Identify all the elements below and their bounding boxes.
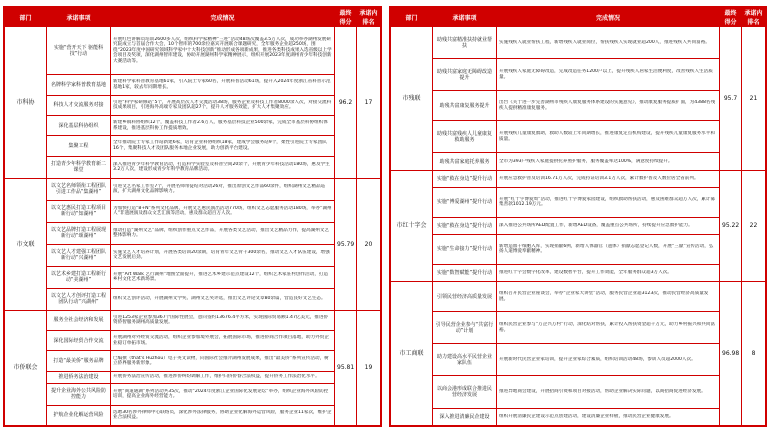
rank-cell: 19	[357, 310, 381, 425]
table-row	[5, 244, 381, 266]
completion-status-text: 开展残疾人家庭无障碍改造，完成改造任务1200户以上，提升残疾人居家生活便利度，改善残疾人生活质量。	[499, 69, 713, 80]
completion-status-cell	[497, 217, 720, 234]
rank-cell: 22	[742, 170, 766, 282]
table-row	[391, 344, 766, 376]
completion-status-text: 实施文艺人才培养计划，开展各类培训20余期，培育青年文艺骨干300余名，推动文艺人才队伍建设，增强文艺发展后劲。	[113, 249, 330, 261]
completion-status-cell	[111, 178, 335, 200]
left-table	[4, 7, 381, 426]
completion-status-cell	[497, 264, 720, 281]
table-row	[391, 311, 766, 343]
commitment-item-cell: 集聚工程	[47, 136, 111, 156]
commitment-item-cell: 深化基层科协组织	[47, 115, 111, 135]
rank-cell: 21	[742, 27, 766, 171]
commitment-item-cell: 护航企业化解运营风险	[47, 405, 111, 425]
completion-status-text: 推进红十字会数字化改革，建设数智平台，提升工作效能，全年服务群众超3万人次。	[499, 270, 672, 276]
header-score: 最终得分	[720, 8, 742, 27]
commitment-item-cell: 以文艺人才建强工程团队新行动“兴湖州”	[47, 244, 111, 266]
department-cell: 市文联	[5, 178, 47, 310]
commitment-item-cell: 实施“生命接力”提升行动	[433, 235, 497, 265]
completion-status-cell	[111, 266, 335, 288]
table-row	[5, 222, 381, 244]
completion-status-text: 组织民营企业参与“万企兴万村”行动，深化结对帮扶，累计投入帮扶资金超千万元，助力乡村振兴和共同富裕。	[499, 322, 716, 333]
completion-status-cell	[497, 311, 720, 343]
commitment-item-cell: 提升企业海外公共风险防控能力	[47, 383, 111, 405]
completion-status-text: 出台《关于进一步完善湖州市残疾人康复服务体系建设的实施意见》，推动康复服务提质扩面，为4388名残疾人提供精准康复服务。	[499, 100, 716, 111]
completion-status-text: 选聘30名涉外律师中心联络员，深化涉外法律服务，协助企业化解海外运营风险，服务企业11家次，维护企业合法权益。	[113, 409, 332, 421]
table-row	[5, 156, 381, 178]
completion-status-cell	[497, 91, 720, 121]
completion-status-cell	[111, 405, 335, 425]
right-table-body	[391, 27, 766, 426]
completion-status-text: 已编撰（that's Huzhou）电子英文读物，向国际社会推介湖州发展成果，推出“最美侨”系列宣传活动，树立侨界服务新形象。	[113, 355, 329, 367]
commitment-item-cell: 以文艺名师领衔工程团队引进工作品“集湖州”	[47, 178, 111, 200]
header-rank: 承诺内排名	[357, 8, 381, 27]
commitment-item-cell: 推进侨务法治建设	[47, 371, 111, 383]
table-row	[391, 264, 766, 281]
completion-status-cell	[111, 136, 335, 156]
table-row	[391, 408, 766, 425]
completion-status-text: 开展残疾儿童康复救助，救助人数较上年同期增长，推进康复定点机构建设，提升残疾儿童康复服务水平和质量。	[499, 131, 715, 142]
completion-status-cell	[111, 200, 335, 222]
commitment-item-cell: 引领民营经济高质量发展	[433, 282, 497, 312]
completion-status-text: 深入推进公共场所AED配置工作，新增AED设备，覆盖重点公共场所，持续提升应急救护能力。	[499, 223, 693, 229]
completion-status-cell	[497, 188, 720, 218]
table-row	[5, 331, 381, 351]
rank-cell: 8	[742, 282, 766, 426]
table-row	[5, 266, 381, 288]
completion-status-cell	[111, 156, 335, 178]
completion-status-cell	[497, 376, 720, 408]
commitment-item-cell: 助残共富残疾人儿童康复救助服务	[433, 121, 497, 153]
completion-status-cell	[497, 170, 720, 187]
final-score-cell: 96.2	[335, 27, 357, 179]
completion-status-cell	[111, 115, 335, 135]
commitment-item-cell: 以商会港形成联合推进民营经济发展	[433, 376, 497, 408]
department-cell: 市红十字会	[391, 170, 433, 282]
completion-status-text: 开展应急救护普及培训16.71万人次，完成持证培训3.1万人次，累计救护普及人数位居全省前列。	[499, 176, 699, 182]
completion-status-text: 开展“Art Walk 艺行湖州”地图全面提升，推进艺术乡建示范点建设12个，组织艺术家驻村创作活动，打造乡村文化艺术新场景。	[113, 271, 329, 283]
completion-status-text: 推进异地商会建设，开展招商引资和项目对接活动，帮助企业解决实际问题，以商招商促进经济发展。	[499, 389, 706, 395]
department-cell: 市工商联	[391, 282, 433, 426]
commitment-item-cell: 助残共富康复服务提升	[433, 91, 497, 121]
final-score-cell: 96.98	[720, 282, 742, 426]
completion-status-text: 新增造血干细胞入库，实现捐献6例，新增人体器官（遗体）捐献志愿登记人数，开展“三献”宣传活动，弘扬人道博爱奉献精神。	[499, 243, 714, 255]
table-row	[5, 27, 381, 75]
completion-status-text: 新建乡镇科协组织12个，覆盖科技工作者2.6万人，服务基层科技企业500余家，完成全市基层科协组织体系建设，推进基层科协工作提质增效。	[113, 120, 328, 131]
table-row	[391, 121, 766, 153]
table-row	[5, 288, 381, 310]
table-row	[391, 59, 766, 91]
rank-cell: 17	[357, 27, 381, 179]
final-score-cell: 95.22	[720, 170, 742, 282]
completion-status-cell	[497, 344, 720, 376]
table-row	[5, 136, 381, 156]
header-desc: 完成情况	[497, 8, 720, 27]
commitment-item-cell: 以艺术乡建打造工程新行动“美湖州”	[47, 266, 111, 288]
header-dept: 部门	[5, 8, 47, 27]
table-row	[5, 75, 381, 95]
right-table	[390, 7, 766, 426]
left-table-body	[5, 27, 381, 426]
header-rank: 承诺内排名	[742, 8, 766, 27]
commitment-item-cell: 深入推进清廉民企建设	[433, 408, 497, 425]
completion-status-text: 开展“商道通湖”系列活动共35次，推动“2024年度浙江企业国际化发展论坛”举办，组织企业海外风险防控培训，提高企业海外经营能力。	[113, 388, 329, 400]
final-score-cell: 95.79	[335, 178, 357, 310]
completion-status-cell	[497, 282, 720, 312]
completion-status-text: 组织文艺创评活动，开展湖州文学奖、湖州文艺奖评选，推出文艺评论文章80余篇，营造良好文艺生态。	[113, 296, 326, 302]
completion-status-cell	[497, 121, 720, 153]
department-cell: 市侨联会	[5, 310, 47, 425]
completion-status-text: 引进文艺名家工作室7个，开展名师带徒结对活动26对，推出原创文艺作品60余件，组织湖州文艺精品巡演，扩大湖州文化品牌影响力。	[113, 183, 326, 195]
commitment-item-cell: 实施“救在身边”提升行动	[433, 217, 497, 234]
header-item: 承诺事项	[47, 8, 111, 27]
completion-status-cell	[497, 59, 720, 91]
completion-status-text: 引进“科学家研修站”5个，开展高层次人才交流活动38场，服务企业及科技工作者8000余人次，对接交流科技成果项目，引进海外高端专家及团队超27个，提升人才服务效能，扩大人才集聚效应。	[113, 99, 332, 111]
completion-status-cell	[111, 351, 335, 371]
header-score: 最终得分	[335, 8, 357, 27]
table-row	[5, 371, 381, 383]
commitment-item-cell: 实施“数智赋能”提升行动	[433, 264, 497, 281]
commitment-item-cell: 实施“博爱湖州”提升行动	[433, 188, 497, 218]
header-dept: 部门	[391, 8, 433, 27]
final-score-cell: 95.7	[720, 27, 742, 171]
header-desc: 完成情况	[111, 8, 335, 27]
commitment-item-cell: 助残共富精准扶持就业帮扶	[433, 27, 497, 59]
rank-cell: 20	[357, 178, 381, 310]
completion-status-cell	[497, 235, 720, 265]
department-cell: 市残联	[391, 27, 433, 171]
table-row	[5, 115, 381, 135]
completion-status-cell	[111, 75, 335, 95]
commitment-item-cell: 引导民营企业参与“共富行动”计划	[433, 311, 497, 343]
commitment-item-cell: 助残共富家庭无障碍改造提升	[433, 59, 497, 91]
table-row	[5, 310, 381, 330]
table-row	[391, 27, 766, 59]
completion-status-text: 全市为393户残疾人家庭提供托养照护服务，服务覆盖率达100%，满意度持续提升。	[499, 158, 673, 164]
completion-status-cell	[111, 288, 335, 310]
completion-status-cell	[497, 408, 720, 425]
commitment-item-cell: 以文艺品牌打造工程展现新行动“颂湖州”	[47, 222, 111, 244]
final-score-cell: 95.81	[335, 310, 357, 425]
header-item: 承诺事项	[433, 8, 497, 27]
completion-status-text: 开展侨务法治宣传活动，推进涉侨纠纷调解工作，维护归侨侨眷合法权益，提升侨务工作法治化水平。	[113, 374, 320, 380]
completion-status-text: 实施残疾人就业帮扶工程，新增残疾人就业岗位，帮扶残疾人实现就业超200人，推进残疾人共同富裕。	[499, 39, 710, 45]
completion-status-cell	[497, 153, 720, 170]
commitment-item-cell: 实施“营开天下 驱能科技”行动	[47, 27, 111, 75]
table-row	[5, 405, 381, 425]
table-row	[5, 178, 381, 200]
commitment-item-cell: 助残共富家庭托养服务	[433, 153, 497, 170]
table-row	[391, 217, 766, 234]
table-row	[391, 170, 766, 187]
completion-status-text: 引进1253家企业参加367个国际性展会，意向签约13676.4平方米，实现国际贸易额1.47亿美元，推进侨资侨智服务湖州高质量发展。	[113, 314, 329, 326]
completion-status-cell	[111, 331, 335, 351]
table-row	[5, 200, 381, 222]
completion-status-text: 开展新时代民营企业家培训，提升企业家综合素质，组织培训活动48场，参训人员超2000人次。	[499, 356, 696, 362]
commitment-item-cell: 深化国际经贸合作交流	[47, 331, 111, 351]
completion-status-text: 为加快打造“8+N”系列文化品牌，开展文艺惠民演出活动770场，组织文艺志愿服务活动180场，举办“湖州人”非遗展演及群众文艺汇演等活动，惠及群众超百万人次。	[113, 205, 332, 217]
completion-status-text: 组织开展清廉民企建设示范点创建活动，建设清廉企业样板，推动民营企业健康发展。	[499, 414, 674, 420]
commitment-item-cell: 名牌科学家科普教育基地	[47, 75, 111, 95]
completion-status-text: 推动打造“湖州文艺”品牌，组织创作重点文艺作品，开展各类文艺活动，推出文艺精品力作，提高湖州文艺整体影响力。	[113, 227, 330, 239]
commitment-item-cell: 科技人才交流服务对接	[47, 95, 111, 115]
commitment-item-cell: 打造青少年科学教育新二课堂	[47, 156, 111, 178]
completion-status-text: 开展湖州对外经贸交流活动，组织企业参加境外展会，拓展国际市场，推进侨商合作项目落地，助力外贸企业稳订单拓市场。	[113, 335, 329, 346]
completion-status-text: 组织召开民营企业座谈会，举办“企业家大讲堂”活动，服务民营企业超3123次，推动民营经济高质量发展。	[499, 291, 709, 302]
completion-status-cell	[111, 222, 335, 244]
left-table-header	[5, 8, 381, 27]
commitment-item-cell: 服务全社会经济和发展	[47, 310, 111, 330]
completion-status-text: 新建科学家科普教育基地61家，引入院士专家60名，开展科普活动61场，提升入2024年度浙江省科普示范基地1家，较去年同期增长。	[113, 79, 331, 90]
commitment-item-cell: 以文艺惠民打造工程项目新行动“知湖州”	[47, 200, 111, 222]
table-row	[391, 376, 766, 408]
completion-status-cell	[111, 95, 335, 115]
completion-status-text: 深入推进青少年科学教育活动，打造科学实验室及科普空间20余个，开展青少年科技活动180场，惠及学生3.2万人次，建设形成青少年科学教育品牌活动。	[113, 161, 330, 173]
completion-status-cell	[111, 244, 335, 266]
completion-status-text: 全年推动院士专家工作站新建6家，培育企业科协组织18家，建成学会服务站9个，柔性引进院士专家团队16个，集聚科技人才及团队服务本地企业发展，助力创新平台建设。	[113, 140, 327, 151]
table-row	[5, 95, 381, 115]
completion-status-cell	[111, 310, 335, 330]
table-row	[391, 282, 766, 312]
commitment-item-cell: 助力建设高水平民营企业家队伍	[433, 344, 497, 376]
left-table-panel	[3, 6, 382, 427]
table-row	[391, 91, 766, 121]
commitment-item-cell: 实施“救在身边”提升行动	[433, 170, 497, 187]
right-table-header	[391, 8, 766, 27]
commitment-item-cell: 打造“最美侨”服务品牌	[47, 351, 111, 371]
commitment-item-cell: 以文艺人才创评打造工程团队行动“兴湖州”	[47, 288, 111, 310]
completion-status-cell	[111, 383, 335, 405]
completion-status-cell	[111, 371, 335, 383]
completion-status-cell	[111, 27, 335, 75]
table-row	[391, 188, 766, 218]
table-row	[391, 153, 766, 170]
completion-status-text: 开展红色讲解员培训2600多人次，组织科学家精神“三进”活动48场次覆盖3.5万人次，成功举办湖州发展研究院成立与首届合作大会，10个智库的700余位嘉宾开展联合课题研究，全年服务企业超250场，围绕“2023年度中国研究领域科学家中十大科技创新”推动形成各项新成果，推进各类科技成果入选省级以上学会项目及奖项，深化湖州智库建设，协助开展湖州科学家精神展示，组织开展2023年度湖州青少年科技创新大赛活动等。	[113, 36, 332, 64]
completion-status-text: 开展“红十字博爱周”活动，推进红十字博爱家园建设，组织救助帮扶活动，惠及困难群众超万人次，累计募集善款1012.19万元。	[499, 196, 716, 208]
right-table-panel	[389, 6, 767, 427]
completion-status-cell	[497, 27, 720, 59]
table-row	[5, 383, 381, 405]
table-row	[5, 351, 381, 371]
department-cell: 市科协	[5, 27, 47, 179]
table-row	[391, 235, 766, 265]
